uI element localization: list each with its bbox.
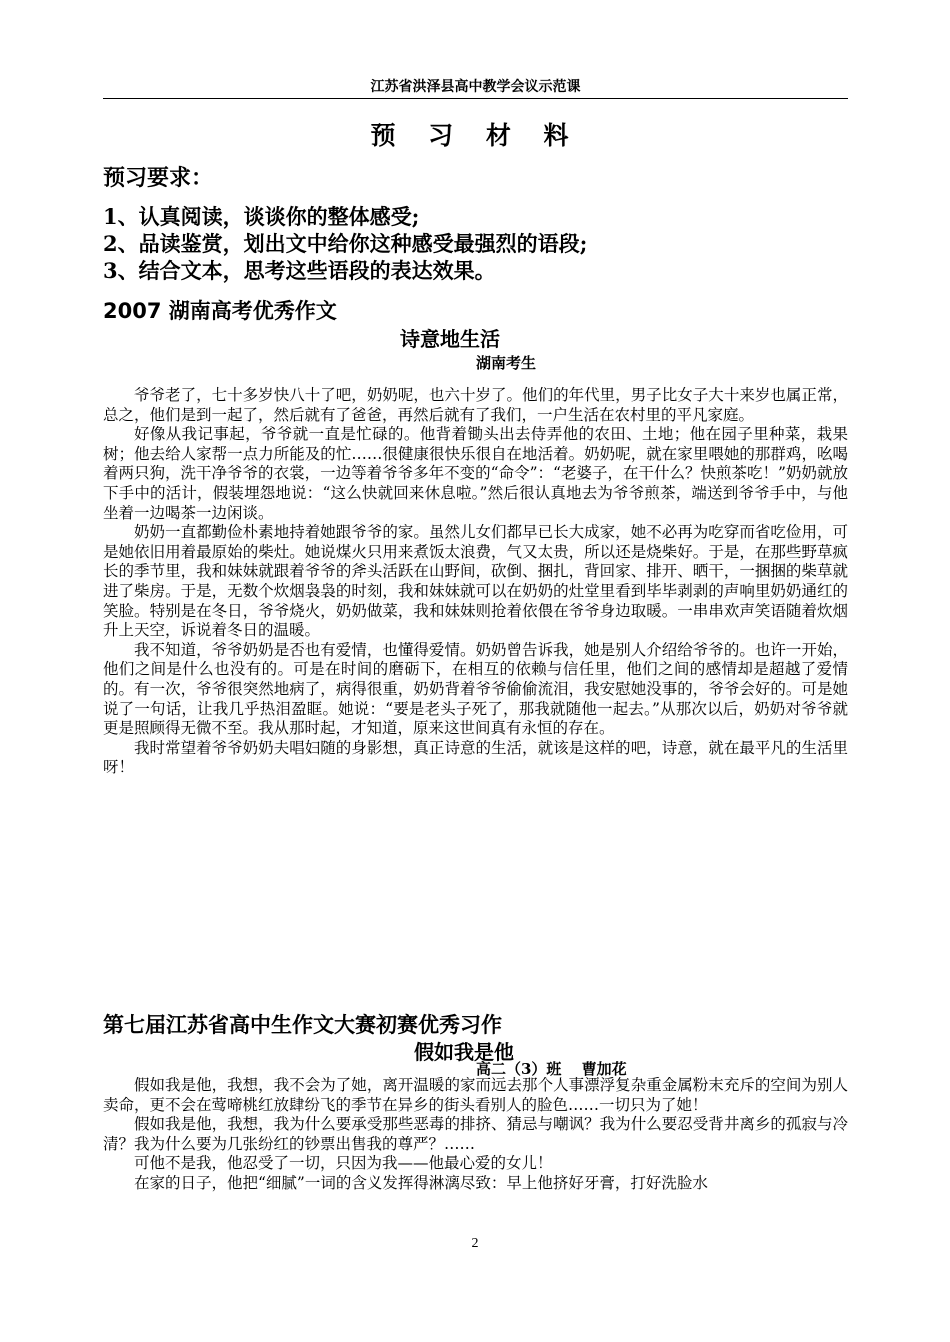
requirement-item: 1、认真阅读，谈谈你的整体感受; bbox=[103, 204, 420, 229]
essay2-paragraph: 可他不是我，他忍受了一切，只因为我——他最心爱的女儿！ bbox=[134, 1154, 553, 1173]
essay1-paragraph: 奶奶一直都勤俭朴素地持着她跟爷爷的家。虽然儿女们都早已长大成家，她不必再为吃穿而省吃俭用，可是她依旧用着最原始的柴灶。她说煤火只用来煮饭太浪费，气又太贵，所以还是烧柴好。于是，在那些野草疯长的季节里，我和妹妹就跟着爷爷的斧头活跃在山野间，砍倒、捆扎，背回家、排开、晒干，一捆捆的柴草就进了柴房。于是，无数个炊烟袅袅的时刻，我和妹妹就可以在奶奶的灶堂里看到毕毕剥剥的声响里奶奶通红的笑脸。特别是在冬日，爷爷烧火，奶奶做菜，我和妹妹则抢着依偎在爷爷身边取暖。一串串欢声笑语随着炊烟升上天空，诉说着冬日的温暖。 bbox=[103, 523, 848, 640]
page-number: 2 bbox=[471, 1236, 479, 1251]
essay1-paragraph: 爷爷老了，七十多岁快八十了吧，奶奶呢，也六十岁了。他们的年代里，男子比女子大十来岁也属正常，总之，他们是到一起了，然后就有了爸爸，再然后就有了我们，一户生活在农村里的平凡家庭。 bbox=[103, 386, 848, 424]
essay2-section-heading: 第七届江苏省高中生作文大赛初赛优秀习作 bbox=[103, 1013, 502, 1037]
essay1-paragraph: 我时常望着爷爷奶奶夫唱妇随的身影想，真正诗意的生活，就该是这样的吧，诗意，就在最平凡的生活里呀！ bbox=[103, 738, 848, 777]
requirement-item: 3、结合文本，思考这些语段的表达效果。 bbox=[103, 258, 496, 283]
essay1-author: 湖南考生 bbox=[476, 354, 537, 372]
essay1-section-heading: 2007 湖南高考优秀作文 bbox=[103, 299, 337, 323]
essay2-paragraph: 在家的日子，他把“细腻”一词的含义发挥得淋漓尽致：早上他挤好牙膏，打好洗脸水 bbox=[134, 1173, 708, 1192]
requirements-heading: 预习要求： bbox=[103, 166, 214, 191]
essay2-paragraph: 假如我是他，我想，我为什么要承受那些恶毒的排挤、猜忌与嘲讽？我为什么要忍受背井离乡的孤寂与冷清？我为什么要为几张纷红的钞票出售我的尊严？…… bbox=[103, 1115, 848, 1153]
essay1-title: 诗意地生活 bbox=[400, 327, 500, 351]
essay2-author: 高二（3）班 曹加花 bbox=[476, 1060, 627, 1078]
requirements-list bbox=[103, 203, 587, 284]
essay1-paragraph: 好像从我记事起，爷爷就一直是忙碌的。他背着锄头出去侍弄他的农田、土地；他在园子里种菜，栽果树；他去给人家帮一点力所能及的忙……很健康很快乐很自在地活着。奶奶呢，就在家里喂她的那群鸡，吆喝着两只狗，洗干净爷爷的衣裳，一边等着爷爷多年不变的“命令”：“老婆子，在干什么？快煎茶吃！”奶奶就放下手中的活计，假装埋怨地说：“这么快就回来休息啦。”然后很认真地去为爷爷煎茶，端送到爷爷手中，与他坐着一边喝茶一边闲谈。 bbox=[103, 425, 848, 522]
page-title: 预 习 材 料 bbox=[370, 121, 581, 150]
essay1-body bbox=[103, 386, 848, 778]
essay2-title: 假如我是他 bbox=[414, 1040, 514, 1064]
essay2-body bbox=[103, 1076, 848, 1194]
page-header: 江苏省洪泽县高中教学会议示范课 bbox=[370, 79, 581, 95]
header-rule bbox=[103, 98, 848, 99]
essay2-paragraph: 假如我是他，我想，我不会为了她，离开温暖的家而远去那个人事漂浮复杂重金属粉末充斥的空间为别人卖命，更不会在莺啼桃红放肆纷飞的季节在异乡的街头看别人的脸色……一切只为了她！ bbox=[103, 1076, 848, 1114]
essay1-paragraph: 我不知道，爷爷奶奶是否也有爱情，也懂得爱情。奶奶曾告诉我，她是别人介绍给爷爷的。也许一开始，他们之间是什么也没有的。可是在时间的磨砺下，在相互的依赖与信任里，他们之间的感情却是超越了爱情的。有一次，爷爷很突然地病了，病得很重，奶奶背着爷爷偷偷流泪，我安慰她没事的，爷爷会好的。可是她说了一句话，让我几乎热泪盈眶。她说：“要是老头子死了，那我就随他一起去。”从那次以后，奶奶对爷爷就更是照顾得无微不至。我从那时起，才知道，原来这世间真有永恒的存在。 bbox=[103, 640, 848, 738]
requirement-item: 2、品读鉴赏，划出文中给你这种感受最强烈的语段; bbox=[103, 231, 588, 256]
